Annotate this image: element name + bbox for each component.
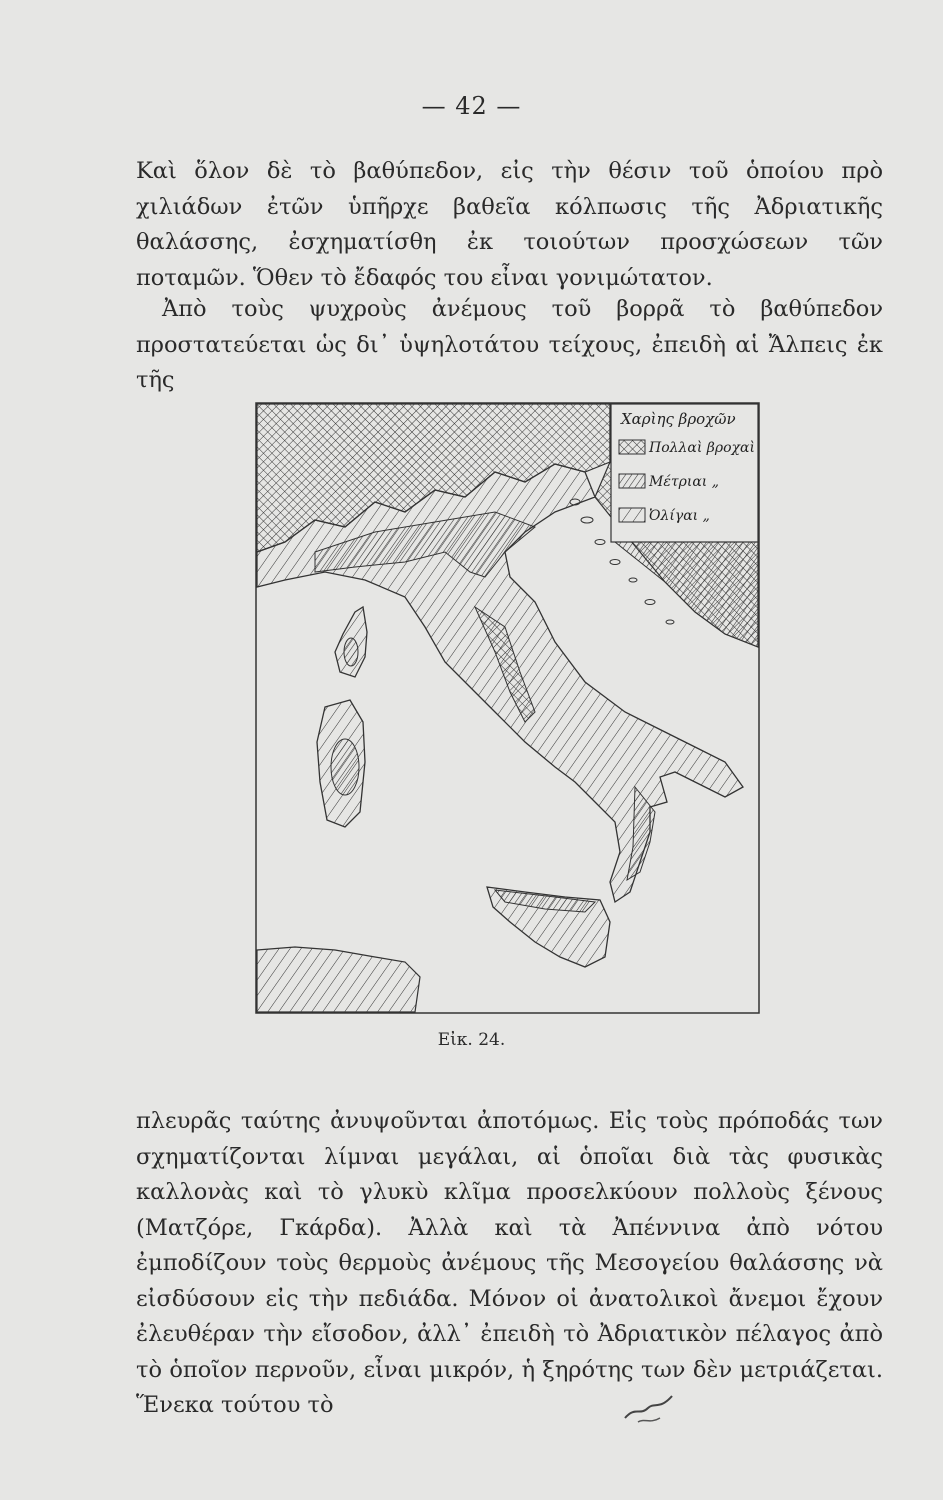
legend-label-heavy: Πολλαὶ βροχαὶ — [649, 440, 755, 456]
legend-label-light: Ὀλίγαι „ — [649, 508, 710, 524]
legend-title: Χαρὶης βροχῶν — [621, 410, 736, 428]
island — [610, 560, 620, 565]
paragraph-2: Ἀπὸ τοὺς ψυχροὺς ἀνέμους τοῦ βορρᾶ τὸ βαθύπεδον προστατεύεται ὡς δι᾽ ὑψηλοτάτου τείχους, ἐπειδὴ αἱ Ἄλπεις ἐκ τῆς — [136, 296, 883, 393]
sardinia-center — [331, 739, 359, 795]
balkan-coast-south — [615, 542, 758, 647]
page-number: — 42 — — [421, 92, 522, 120]
island — [645, 600, 655, 605]
island — [595, 540, 605, 545]
figure-caption: Εἰκ. 24. — [437, 1030, 506, 1050]
italy-rainfall-map — [255, 402, 760, 1014]
corsica-center — [344, 638, 358, 666]
paragraph-3: πλευρᾶς ταύτης ἀνυψοῦνται ἀποτόμως. Εἰς τοὺς πρόποδάς των σχηματίζονται λίμναι μεγάλαι, αἱ ὁποῖαι διὰ τὰς φυσικὰς καλλονὰς καὶ τὸ γλυκὺ κλῖμα προσελκύουν πολλοὺς ξένους (Ματζόρε, Γκάρδα). Ἀλλὰ καὶ τὰ Ἀπέννινα ἀπὸ νότου ἐμποδίζουν τοὺς θερμοὺς ἀνέμους τῆς Μεσογείου θαλάσσης νὰ εἰσδύσουν εἰς τὴν πεδιάδα. Μόνον οἱ ἀνατολικοὶ ἄνεμοι ἔχουν ἐλευθέραν τὴν εἴσοδον, ἀλλ᾽ ἐπειδὴ τὸ Ἀδριατικὸν πέλαγος ἀπὸ τὸ ὁποῖον περνοῦν, εἶναι μικρόν, ἡ ξηρότης των δὲν μετριάζεται. Ἕνεκα τούτου τὸ — [136, 1108, 883, 1418]
legend-swatch-heavy — [619, 440, 645, 454]
island — [581, 517, 593, 523]
africa-coast — [257, 947, 420, 1012]
island — [666, 620, 674, 624]
island — [629, 578, 637, 582]
legend-swatch-light — [619, 508, 645, 522]
paragraph-1: Καὶ ὅλον δὲ τὸ βαθύπεδον, εἰς τὴν θέσιν τοῦ ὁποίου πρὸ χιλιάδων ἐτῶν ὑπῆρχε βαθεῖα κόλπωσις τῆς Ἀδριατικῆς θαλάσσης, ἐσχηματίσθη ἐκ τοιούτων προσχώσεων τῶν ποταμῶν. Ὅθεν τὸ ἔδαφός του εἶναι γονιμώτατον. — [136, 158, 883, 291]
legend-swatch-moderate — [619, 474, 645, 488]
legend-label-moderate: Μέτριαι „ — [649, 474, 719, 490]
rainfall-map-figure — [255, 402, 760, 1014]
ink-mark — [620, 1388, 680, 1428]
